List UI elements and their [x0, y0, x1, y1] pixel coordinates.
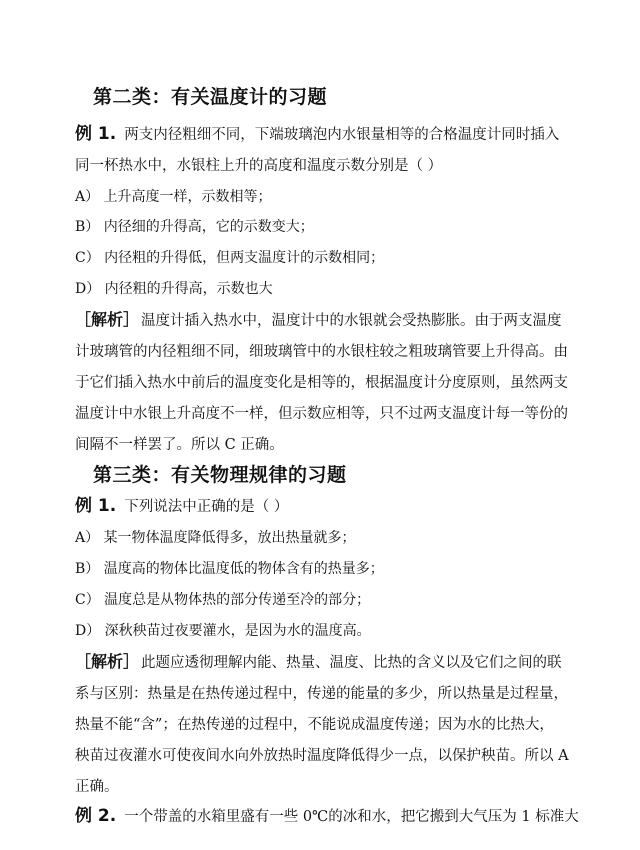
analysis-text: 于它们插入热水中前后的温度变化是相等的，根据温度计分度原则，虽然两支 [75, 375, 568, 391]
option-b: B） 温度高的物体比温度低的物体含有的热量多； [75, 561, 384, 577]
example-question-line [75, 806, 579, 827]
section-heading-3: 第三类：有关物理规律的习题 [93, 464, 347, 486]
analysis-text: 计玻璃管的内径粗细不同，细玻璃管中的水银柱较之粗玻璃管要上升得高。由 [75, 344, 568, 360]
question-text: 同一杯热水中，水银柱上升的高度和温度示数分别是（ ） [75, 158, 443, 174]
analysis-text: 此题应透彻理解内能、热量、温度、比热的含义以及它们之间的联 [141, 655, 562, 671]
option-a: A） 某一物体温度降低得多，放出热量就多； [75, 530, 356, 546]
option-c: C） 内径粗的升得低，但两支温度计的示数相同； [75, 250, 385, 266]
question-text: 一个带盖的水箱里盛有一些 0℃的冰和水，把它搬到大气压为 1 标准大 [124, 809, 579, 825]
example-question-line [75, 124, 559, 145]
example-label: 例 2. [75, 806, 117, 826]
analysis-text: 温度计中水银上升高度不一样，但示数应相等，只不过两支温度计每一等份的 [75, 406, 568, 422]
example-question-line [75, 496, 288, 517]
analysis-text: 温度计插入热水中，温度计中的水银就会受热膨胀。由于两支温度 [141, 313, 562, 329]
question-text: 两支内径粗细不同，下端玻璃泡内水银量相等的合格温度计同时插入 [124, 127, 560, 143]
analysis-tag: ［解析］ [75, 310, 140, 329]
example-label: 例 1. [75, 496, 117, 516]
section-heading-2: 第二类：有关温度计的习题 [93, 86, 328, 108]
example-label: 例 1. [75, 124, 117, 144]
option-a: A） 上升高度一样，示数相等； [75, 189, 272, 205]
analysis-tag: ［解析］ [75, 652, 140, 671]
analysis-text: 系与区别：热量是在热传递过程中，传递的能量的多少，所以热量是过程量， [75, 686, 568, 702]
option-b: B） 内径细的升得高，它的示数变大； [75, 219, 314, 235]
analysis-text: 秧苗过夜灌水可使夜间水向外放热时温度降低得少一点，以保护秧苗。所以 A [75, 748, 569, 764]
option-d: D） 内径粗的升得高，示数也大 [75, 281, 273, 297]
question-text: 下列说法中正确的是（ ） [124, 499, 289, 515]
analysis-line [75, 652, 562, 673]
analysis-line [75, 310, 562, 331]
analysis-text: 热量不能“含”；在热传递的过程中，不能说成温度传递；因为水的比热大， [75, 717, 554, 733]
analysis-text: 正确。 [75, 779, 119, 795]
option-d: D） 深秋秧苗过夜要灌水，是因为水的温度高。 [75, 623, 371, 639]
analysis-text: 间隔不一样罢了。所以 C 正确。 [75, 437, 284, 453]
option-c: C） 温度总是从物体热的部分传递至冷的部分； [75, 592, 371, 608]
